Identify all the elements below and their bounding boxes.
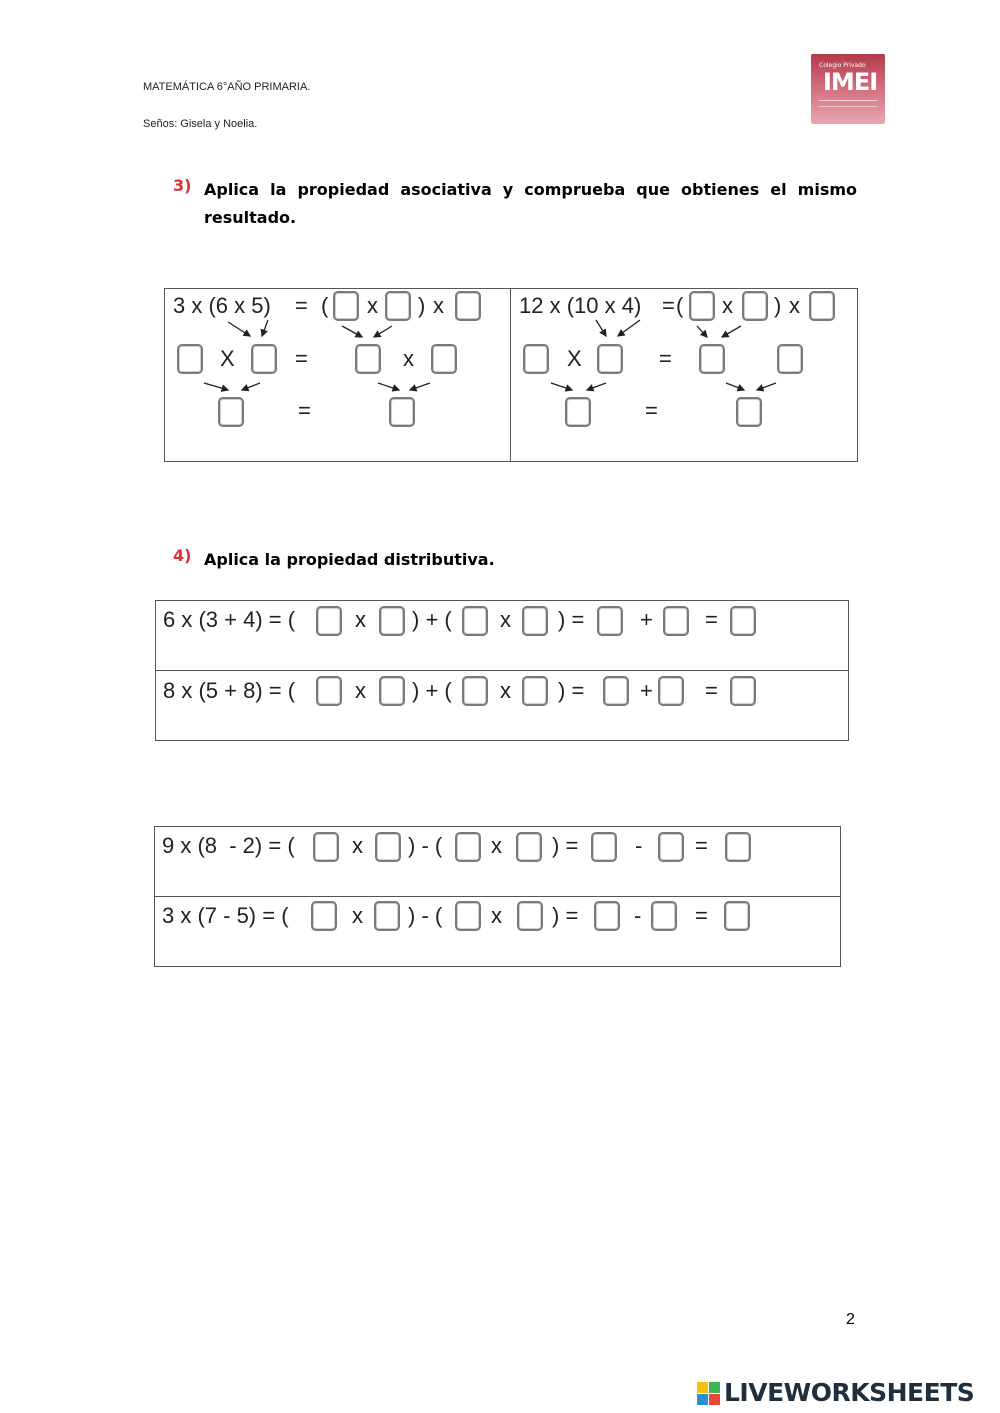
page-number: 2 (846, 1311, 855, 1328)
answer-box[interactable] (462, 676, 488, 706)
associative-divider (510, 288, 511, 462)
row-1-times-2: x (500, 607, 511, 632)
assoc-right-open: ( (676, 293, 684, 318)
assoc-left-close: ) (418, 293, 426, 318)
answer-box[interactable] (333, 291, 359, 321)
row-3-expression: 9 x (8 - 2) = ( (162, 833, 295, 858)
logo-lines (819, 100, 877, 115)
answer-box[interactable] (809, 291, 835, 321)
row-2-times: x (355, 678, 366, 703)
assoc-left-eq-3: = (298, 398, 311, 423)
row-4-minus-mid: ) - ( (408, 903, 443, 928)
table-row-divider (154, 896, 841, 897)
assoc-left-times-2: x (433, 293, 444, 318)
answer-box[interactable] (725, 832, 751, 862)
header-course-title: MATEMÁTICA 6°AÑO PRIMARIA. (143, 81, 311, 93)
row-1-eq: = (705, 607, 718, 632)
answer-box[interactable] (177, 344, 203, 374)
answer-box[interactable] (431, 344, 457, 374)
answer-box[interactable] (385, 291, 411, 321)
row-2-times-2: x (500, 678, 511, 703)
answer-box[interactable] (651, 901, 677, 931)
answer-box[interactable] (603, 676, 629, 706)
answer-box[interactable] (218, 397, 244, 427)
assoc-left-times-3: x (403, 346, 414, 371)
row-3-eq: = (695, 833, 708, 858)
answer-box[interactable] (455, 832, 481, 862)
assoc-left-open: ( (321, 293, 329, 318)
answer-box[interactable] (455, 291, 481, 321)
assoc-right-eq-3: = (645, 398, 658, 423)
row-3-minus: - (635, 833, 643, 858)
answer-box[interactable] (313, 832, 339, 862)
answer-box[interactable] (699, 344, 725, 374)
assoc-left-expression: 3 x (6 x 5) (173, 293, 271, 318)
answer-box[interactable] (724, 901, 750, 931)
assoc-left-eq-2: = (295, 346, 308, 371)
row-1-plus: + (640, 607, 653, 632)
answer-box[interactable] (736, 397, 762, 427)
row-3-minus-mid: ) - ( (408, 833, 443, 858)
answer-box[interactable] (389, 397, 415, 427)
answer-box[interactable] (594, 901, 620, 931)
row-2-eq: = (705, 678, 718, 703)
liveworksheets-icon (697, 1382, 720, 1405)
row-4-minus: - (634, 903, 642, 928)
row-1-close-eq: ) = (558, 607, 585, 632)
answer-box[interactable] (597, 606, 623, 636)
answer-box[interactable] (375, 832, 401, 862)
liveworksheets-wordmark: LIVEWORKSHEETS (724, 1378, 975, 1407)
answer-box[interactable] (730, 676, 756, 706)
logo-big-text: IMEI (823, 68, 878, 96)
assoc-left-times: x (367, 293, 378, 318)
answer-box[interactable] (379, 606, 405, 636)
assoc-right-expression: 12 x (10 x 4) (519, 293, 642, 318)
assoc-right-eq-2: = (659, 346, 672, 371)
row-1-expression: 6 x (3 + 4) = ( (163, 607, 296, 632)
row-1-plus-mid: ) + ( (412, 607, 452, 632)
answer-box[interactable] (379, 676, 405, 706)
question-4-text: Aplica la propiedad distributiva. (204, 550, 495, 569)
answer-box[interactable] (374, 901, 400, 931)
answer-box[interactable] (730, 606, 756, 636)
answer-box[interactable] (311, 901, 337, 931)
answer-box[interactable] (597, 344, 623, 374)
school-logo (811, 54, 885, 124)
answer-box[interactable] (777, 344, 803, 374)
answer-box[interactable] (663, 606, 689, 636)
row-2-plus-mid: ) + ( (412, 678, 452, 703)
row-4-times: x (352, 903, 363, 928)
assoc-right-times-upper: X (567, 346, 582, 371)
question-4-number: 4) (173, 546, 192, 565)
assoc-right-eq: = (662, 293, 675, 318)
answer-box[interactable] (316, 676, 342, 706)
row-2-plus: + (640, 678, 653, 703)
answer-box[interactable] (516, 832, 542, 862)
row-2-close-eq: ) = (558, 678, 585, 703)
assoc-right-times: x (722, 293, 733, 318)
answer-box[interactable] (742, 291, 768, 321)
logo-small-text: Colegio Privado (819, 62, 866, 69)
header-teachers: Seños: Gisela y Noelia. (143, 118, 258, 130)
row-4-close-eq: ) = (552, 903, 579, 928)
answer-box[interactable] (462, 606, 488, 636)
row-4-times-2: x (491, 903, 502, 928)
row-3-close-eq: ) = (552, 833, 579, 858)
answer-box[interactable] (658, 832, 684, 862)
answer-box[interactable] (658, 676, 684, 706)
answer-box[interactable] (689, 291, 715, 321)
answer-box[interactable] (591, 832, 617, 862)
assoc-right-times-2: x (789, 293, 800, 318)
row-4-expression: 3 x (7 - 5) = ( (162, 903, 289, 928)
assoc-left-times-upper: X (220, 346, 235, 371)
assoc-right-close: ) (774, 293, 782, 318)
row-1-times: x (355, 607, 366, 632)
assoc-left-eq: = (295, 293, 308, 318)
row-3-times: x (352, 833, 363, 858)
question-3-text: Aplica la propiedad asociativa y comprueba que obtienes el mismo resultado. (204, 180, 857, 227)
answer-box[interactable] (523, 344, 549, 374)
answer-box[interactable] (316, 606, 342, 636)
row-3-times-2: x (491, 833, 502, 858)
answer-box[interactable] (565, 397, 591, 427)
table-row-divider (155, 670, 849, 671)
answer-box[interactable] (522, 606, 548, 636)
answer-box[interactable] (355, 344, 381, 374)
answer-box[interactable] (455, 901, 481, 931)
question-3-number: 3) (173, 176, 192, 195)
answer-box[interactable] (517, 901, 543, 931)
row-4-eq: = (695, 903, 708, 928)
row-2-expression: 8 x (5 + 8) = ( (163, 678, 296, 703)
answer-box[interactable] (251, 344, 277, 374)
answer-box[interactable] (522, 676, 548, 706)
